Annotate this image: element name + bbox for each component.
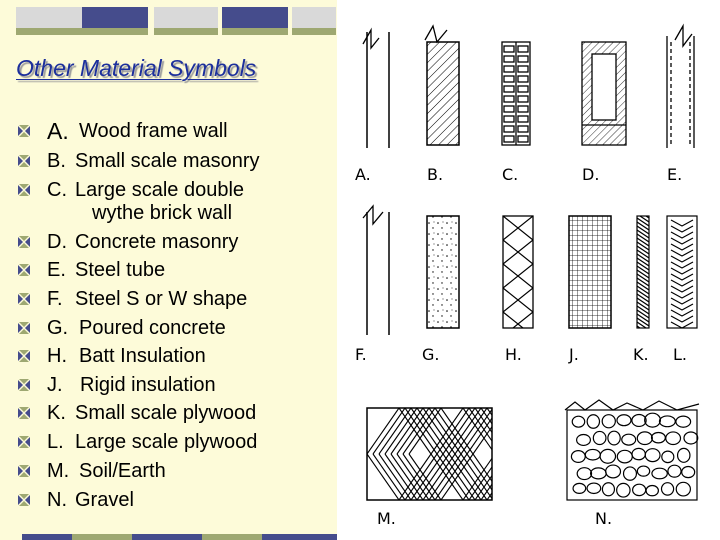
item-letter: G. — [47, 316, 69, 339]
item-letter: H. — [47, 344, 67, 367]
bullet-icon — [18, 379, 30, 391]
symbol-f-steel-shape — [363, 206, 389, 335]
bullet-icon — [18, 494, 30, 506]
list-item — [18, 177, 244, 203]
bullet-icon — [18, 155, 30, 167]
bullet-icon — [18, 264, 30, 276]
item-text: Rigid insulation — [80, 373, 216, 396]
symbol-n-gravel — [565, 400, 699, 500]
item-letter: L. — [47, 430, 64, 453]
label-f: F. — [355, 345, 367, 364]
list-item — [18, 286, 247, 312]
bullet-icon — [18, 236, 30, 248]
item-text: Small scale plywood — [75, 401, 257, 424]
material-list — [0, 0, 337, 540]
symbol-l-large-plywood — [667, 216, 697, 328]
label-h: H. — [505, 345, 522, 364]
item-letter: K. — [47, 401, 66, 424]
item-text: Steel tube — [75, 258, 166, 281]
label-n: N. — [595, 509, 613, 528]
label-d: D. — [582, 165, 600, 184]
label-k: K. — [633, 345, 649, 364]
label-l: L. — [673, 345, 687, 364]
bullet-icon — [18, 407, 30, 419]
symbol-d-concrete-masonry — [582, 42, 626, 145]
item-text: Small scale masonry — [75, 149, 260, 172]
item-letter: M. — [47, 459, 70, 482]
item-letter: E. — [47, 258, 66, 281]
item-text: Gravel — [75, 488, 134, 511]
item-letter: F. — [47, 287, 63, 310]
symbol-m-soil-earth — [367, 408, 537, 500]
item-text: Large scale plywood — [75, 430, 258, 453]
list-item — [18, 400, 256, 426]
bullet-icon — [18, 465, 30, 477]
item-letter: J. — [47, 373, 63, 396]
list-item — [18, 257, 165, 283]
bullet-icon — [18, 184, 30, 196]
item-text: Batt Insulation — [79, 344, 206, 367]
label-e: E. — [667, 165, 683, 184]
item-text: Steel S or W shape — [75, 287, 248, 310]
bullet-icon — [18, 293, 30, 305]
symbol-j-rigid-insulation — [569, 216, 611, 328]
item-text: Poured concrete — [79, 316, 226, 339]
item-letter: C. — [47, 178, 67, 201]
item-letter: D. — [47, 230, 67, 253]
decorative-footer-strip — [22, 534, 337, 540]
label-j: J. — [569, 345, 579, 364]
bullet-icon — [18, 436, 30, 448]
symbol-a-wood-frame — [363, 30, 389, 148]
list-item — [18, 429, 257, 455]
item-text: Soil/Earth — [79, 459, 166, 482]
list-item — [18, 229, 238, 255]
list-item — [18, 118, 228, 144]
label-b: B. — [427, 165, 444, 184]
symbol-e-steel-tube — [667, 26, 694, 148]
item-letter: A. — [47, 117, 69, 144]
label-c: C. — [502, 165, 519, 184]
material-symbols-figure — [337, 0, 720, 540]
symbol-h-batt-insulation — [503, 216, 533, 336]
list-item — [18, 315, 226, 341]
item-text-continuation: wythe brick wall — [92, 202, 233, 224]
bullet-icon — [18, 350, 30, 362]
item-letter: N. — [47, 488, 67, 511]
item-text: Large scale double — [75, 178, 245, 201]
list-item — [18, 343, 206, 369]
list-item — [18, 372, 216, 398]
label-g: G. — [422, 345, 440, 364]
symbol-c-double-brick — [502, 42, 530, 145]
symbol-b-small-masonry — [425, 26, 459, 145]
item-text: Wood frame wall — [79, 119, 228, 142]
slide-title: Other Material Symbols — [16, 55, 257, 81]
label-a: A. — [355, 165, 371, 184]
list-item — [18, 148, 260, 174]
symbol-g-poured-concrete — [427, 216, 459, 328]
label-m: M. — [377, 509, 396, 528]
item-text: Concrete masonry — [75, 230, 239, 253]
symbol-k-small-plywood — [637, 210, 649, 342]
list-item — [18, 487, 134, 513]
list-item — [18, 458, 166, 484]
bullet-icon — [18, 322, 30, 334]
item-letter: B. — [47, 149, 66, 172]
bullet-icon — [18, 125, 30, 137]
